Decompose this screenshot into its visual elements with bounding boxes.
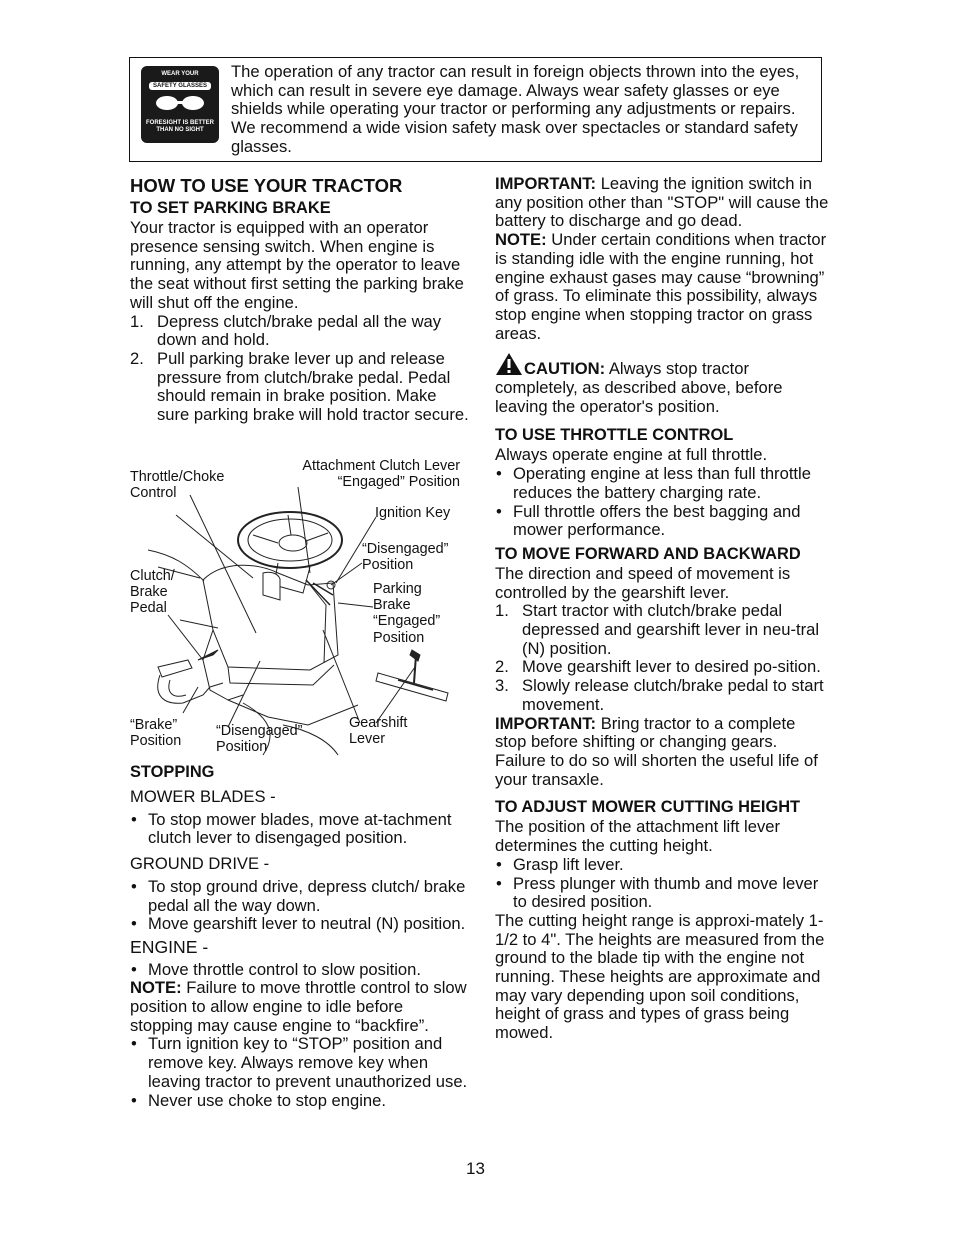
label-ignition-key: Ignition Key <box>375 505 451 521</box>
icon-text-line: FORESIGHT IS BETTER <box>145 120 214 126</box>
list-item: • Move gearshift lever to neutral (N) position. <box>131 914 466 934</box>
move-heading: TO MOVE FORWARD AND BACKWARD <box>495 544 801 563</box>
safety-warning-box <box>129 57 822 162</box>
label-disengaged-top: “Disengaged” Position <box>362 541 449 574</box>
label-gearshift-lever: Gearshift Lever <box>349 715 408 748</box>
label-brake-position: “Brake” Position <box>130 717 182 750</box>
glasses-icon <box>143 93 217 113</box>
caution-triangle-icon <box>495 352 523 376</box>
throttle-list <box>495 465 830 540</box>
section-heading: HOW TO USE YOUR TRACTOR <box>130 175 403 196</box>
list-item: • To stop mower blades, move at-tachment clutch lever to disengaged position. <box>131 809 452 848</box>
throttle-intro: Always operate engine at full throttle. <box>495 445 768 465</box>
cutting-height-intro: The position of the attachment lift lever determines the cutting height. <box>495 817 781 856</box>
list-item: • Full throttle offers the best bagging and mower performance. <box>496 501 801 540</box>
ground-drive-label: GROUND DRIVE - <box>130 854 270 874</box>
list-item: 3. Slowly release clutch/brake pedal to start movement. <box>495 676 824 714</box>
icon-text-line: THAN NO SIGHT <box>156 127 204 133</box>
engine-list-2 <box>130 1035 470 1110</box>
move-intro: The direction and speed of movement is controlled by the gearshift lever. <box>495 563 791 602</box>
cutting-height-outro: The cutting height range is approxi-mately 1-1/2 to 4". The heights are measured from the ground to the blade tip with the engine not running. These heights are approximate and may vary depending upon soil conditions, height of grass and types of grass being mowed. <box>495 910 825 1043</box>
list-item: • Grasp lift lever. <box>496 854 624 874</box>
important-note-2: IMPORTANT: Bring tractor to a complete stop before shifting or changing gears. Failure to do so will shorten the useful life of your transaxle. <box>495 713 818 789</box>
important-note: IMPORTANT: Leaving the ignition switch in any position other than "STOP" will cause the battery to discharge and go dead. <box>495 174 829 231</box>
left-column <box>130 175 470 425</box>
page-number: 13 <box>466 1159 485 1178</box>
mower-blades-list <box>130 811 470 848</box>
move-steps <box>495 602 830 714</box>
tractor-controls-diagram <box>128 455 468 760</box>
icon-text-line: WEAR YOUR <box>161 71 199 77</box>
right-column <box>495 175 830 1043</box>
parking-brake-intro: Your tractor is equipped with an operator presence sensing switch. When engine is running, any attempt by the operator to leave the seat without first setting the parking brake will shut off the engine. <box>130 218 464 312</box>
label-parking-brake: Parking Brake “Engaged” Position <box>373 581 441 646</box>
list-item: 2. Move gearshift lever to desired po-sition. <box>495 657 821 677</box>
list-item: • To stop ground drive, depress clutch/ brake pedal all the way down. <box>131 876 466 915</box>
parking-brake-heading: TO SET PARKING BRAKE <box>130 199 331 217</box>
label-throttle-choke: Throttle/Choke Control <box>130 469 225 502</box>
list-item: • Never use choke to stop engine. <box>131 1090 386 1110</box>
engine-note: NOTE: Failure to move throttle control to slow position to allow engine to idle before stopping may cause engine to “backfire”. <box>130 978 467 1035</box>
cutting-height-heading: TO ADJUST MOWER CUTTING HEIGHT <box>495 798 801 817</box>
mower-blades-label: MOWER BLADES - <box>130 787 276 806</box>
list-item: 1. Depress clutch/brake pedal all the way down and hold. <box>130 311 442 350</box>
engine-label: ENGINE - <box>130 936 209 957</box>
stopping-section <box>130 761 470 1110</box>
browning-note: NOTE: Under certain conditions when tractor is standing idle with the engine running, hot engine exhaust gases may cause “browning” of grass. To eliminate this possibility, always stop engine when stopping tractor on grass areas. <box>495 230 827 343</box>
caution-note: CAUTION: Always stop tractor completely, as described above, before leaving the operator's position. <box>495 352 830 416</box>
warning-text: The operation of any tractor can result in foreign objects thrown into the eyes, which can result in severe eye damage. Always wear safety glasses or eye shields while operating your tractor or performing any adjustments or repairs. We recommend a wide vision safety mask over spectacles or standard safety glasses. <box>231 62 800 156</box>
parking-brake-steps <box>130 313 470 425</box>
list-item: • Operating engine at less than full throttle reduces the battery charging rate. <box>496 464 811 502</box>
label-disengaged-bottom: “Disengaged” Position <box>216 723 303 756</box>
icon-text-line: SAFETY GLASSES <box>149 82 211 90</box>
safety-glasses-sign-icon <box>141 66 219 143</box>
list-item: • Move throttle control to slow position. <box>131 959 422 979</box>
cutting-height-list <box>495 856 830 912</box>
stopping-heading: STOPPING <box>130 763 215 781</box>
throttle-heading: TO USE THROTTLE CONTROL <box>495 426 734 445</box>
label-attachment-clutch: Attachment Clutch Lever “Engaged” Position <box>302 458 460 491</box>
list-item: • Turn ignition key to “STOP” position and remove key. Always remove key when leaving tractor to prevent unauthorized use. <box>131 1034 468 1091</box>
list-item: • Press plunger with thumb and move lever to desired position. <box>496 873 819 912</box>
engine-list <box>130 961 470 980</box>
ground-drive-list <box>130 878 470 934</box>
label-clutch-brake-pedal: Clutch/ Brake Pedal <box>130 568 175 617</box>
list-item: 2. Pull parking brake lever up and release pressure from clutch/brake pedal. Pedal should remain in brake position. Make sure parking brake will hold tractor secure. <box>130 348 469 425</box>
list-item: 1. Start tractor with clutch/brake pedal depressed and gearshift lever in neu-tral (N) position. <box>495 601 820 658</box>
